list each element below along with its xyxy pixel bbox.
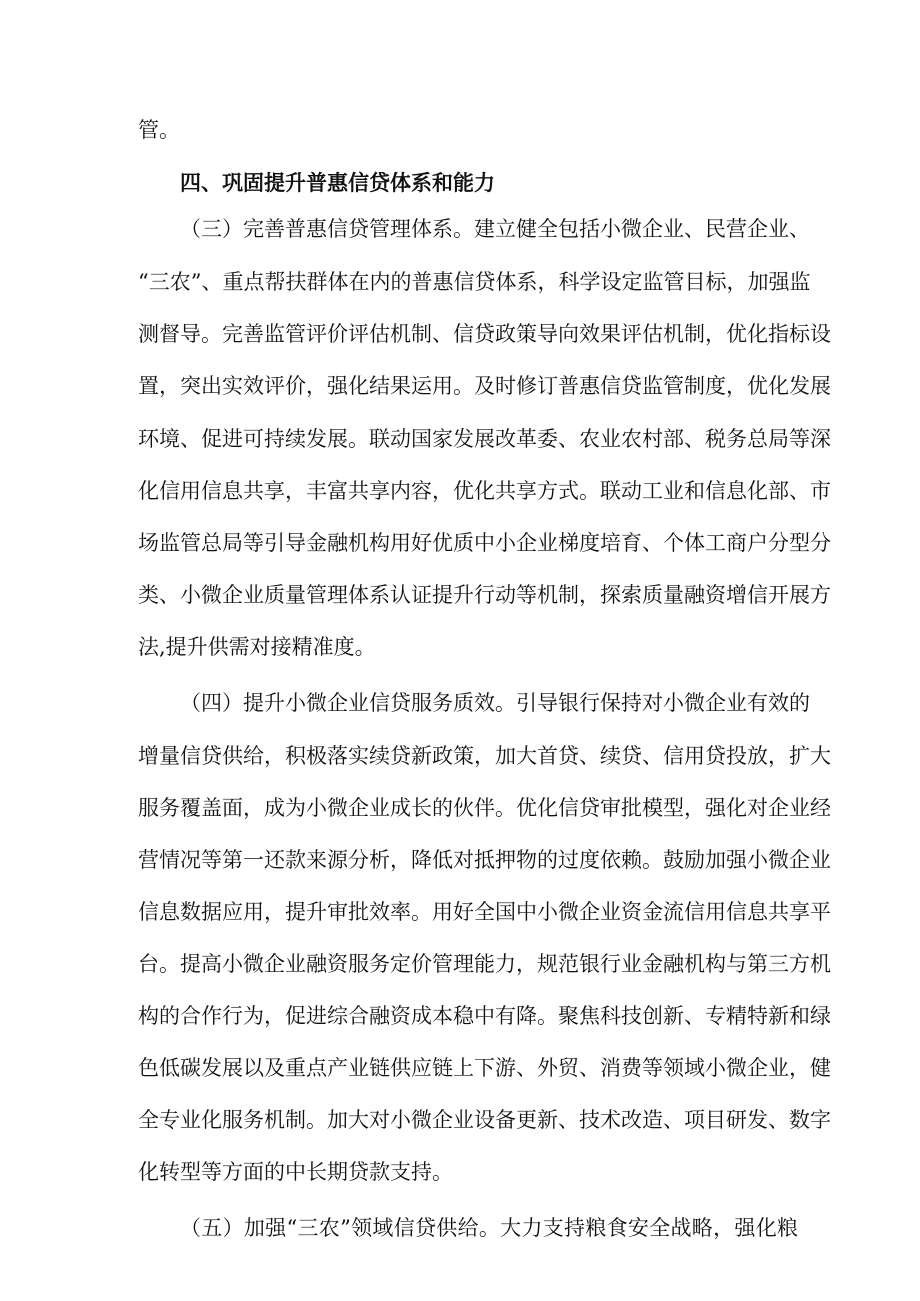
paragraph-4-line-9: 全专业化服务机制。加大对小微企业设备更新、技术改造、项目研发、数字 — [138, 1108, 831, 1132]
continuation-line: 管。 — [138, 118, 180, 142]
paragraph-5-line-1: （五）加强“三农”领域信贷供给。大力支持粮食安全战略，强化粮 — [180, 1216, 798, 1240]
paragraph-4-line-7: 构的合作行为，促进综合融资成本稳中有降。聚焦科技创新、专精特新和绿 — [138, 1004, 831, 1028]
paragraph-3-line-9: 法,提升供需对接精准度。 — [138, 635, 376, 659]
paragraph-3-line-3: 测督导。完善监管评价评估机制、信贷政策导向效果评估机制，优化指标设 — [138, 322, 831, 346]
paragraph-4-line-8: 色低碳发展以及重点产业链供应链上下游、外贸、消费等领域小微企业，健 — [138, 1056, 831, 1080]
paragraph-4-line-3: 服务覆盖面，成为小微企业成长的伙伴。优化信贷审批模型，强化对企业经 — [138, 796, 831, 820]
paragraph-3-line-6: 化信用信息共享，丰富共享内容，优化共享方式。联动工业和信息化部、市 — [138, 479, 831, 503]
paragraph-3-line-8: 类、小微企业质量管理体系认证提升行动等机制，探索质量融资增信开展方 — [138, 583, 831, 607]
paragraph-4-line-6: 台。提高小微企业融资服务定价管理能力，规范银行业金融机构与第三方机 — [138, 952, 831, 976]
section-heading: 四、巩固提升普惠信贷体系和能力 — [180, 171, 495, 195]
paragraph-3-line-2: “三农”、重点帮扶群体在内的普惠信贷体系，科学设定监管目标，加强监 — [138, 270, 811, 294]
paragraph-4-line-4: 营情况等第一还款来源分析，降低对抵押物的过度依赖。鼓励加强小微企业 — [138, 848, 831, 872]
paragraph-4-line-5: 信息数据应用，提升审批效率。用好全国中小微企业资金流信用信息共享平 — [138, 900, 831, 924]
paragraph-3-line-5: 环境、促进可持续发展。联动国家发展改革委、农业农村部、税务总局等深 — [138, 427, 831, 451]
paragraph-4-line-10: 化转型等方面的中长期贷款支持。 — [138, 1160, 453, 1184]
paragraph-3-line-4: 置，突出实效评价，强化结果运用。及时修订普惠信贷监管制度，优化发展 — [138, 374, 831, 398]
paragraph-3-line-7: 场监管总局等引导金融机构用好优质中小企业梯度培育、个体工商户分型分 — [138, 531, 831, 555]
paragraph-4-line-1: （四）提升小微企业信贷服务质效。引导银行保持对小微企业有效的 — [180, 691, 810, 715]
paragraph-3-line-1: （三）完善普惠信贷管理体系。建立健全包括小微企业、民营企业、 — [180, 217, 810, 241]
paragraph-4-line-2: 增量信贷供给，积极落实续贷新政策，加大首贷、续贷、信用贷投放，扩大 — [138, 744, 831, 768]
